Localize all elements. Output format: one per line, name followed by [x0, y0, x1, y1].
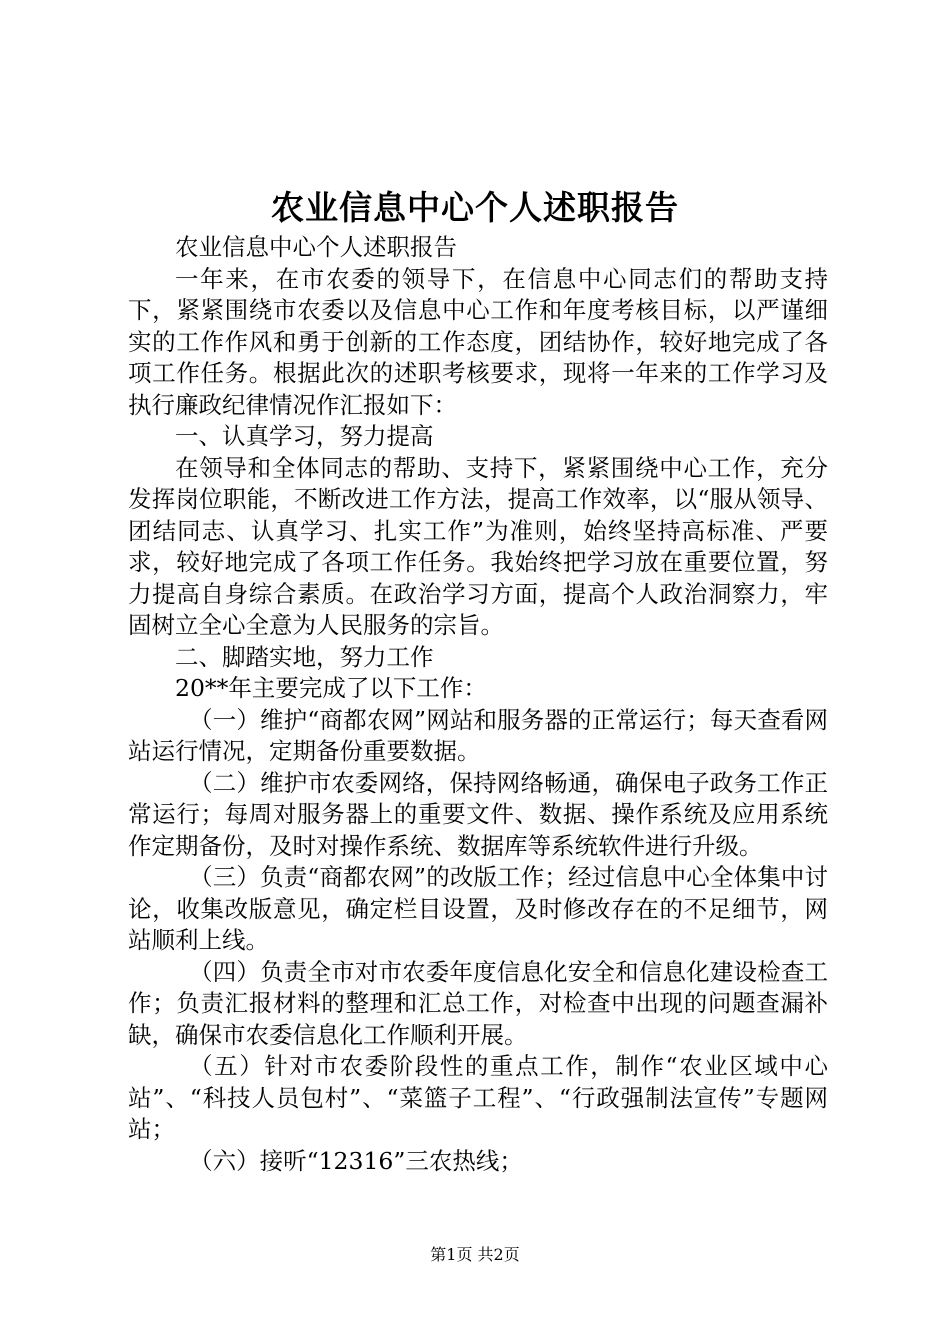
section-heading-2: 二、脚踏实地，努力工作: [175, 642, 434, 671]
work-item-6: （六）接听“12316”三农热线；: [189, 1146, 523, 1175]
work-summary-paragraph: 20**年主要完成了以下工作：: [175, 674, 487, 702]
intro-paragraph: 一年来，在市农委的领导下，在信息中心同志们的帮助支持下，紧紧围绕市农委以及信息中心工作和年度考核目标，以严谨细实的工作作风和勇于创新的工作态度，团结协作，较好地完成了各项工作任务。根据此次的述职考核要求，现将一年来的工作学习及执行廉政纪律情况作汇报如下：: [128, 264, 828, 419]
work-item-3: （三）负责“商都农网”的改版工作；经过信息中心全体集中讨论，收集改版意见，确定栏目设置，及时修改存在的不足细节，网站顺利上线。: [128, 863, 828, 954]
document-title: 农业信息中心个人述职报告: [271, 188, 679, 227]
page-footer: 第1页 共2页: [430, 1245, 520, 1264]
document-body: [128, 232, 828, 1177]
work-item-5: （五）针对市农委阶段性的重点工作，制作“农业区域中心站”、“科技人员包村”、“菜篮子工程”、“行政强制法宣传”专题网站；: [128, 1052, 828, 1143]
subtitle-paragraph: 农业信息中心个人述职报告: [175, 233, 457, 261]
section-1-paragraph: 在领导和全体同志的帮助、支持下，紧紧围绕中心工作，充分发挥岗位职能，不断改进工作方法，提高工作效率，以“服从领导、团结同志、认真学习、扎实工作”为准则，始终坚持高标准、严要求，较好地完成了各项工作任务。我始终把学习放在重要位置，努力提高自身综合素质。在政治学习方面，提高个人政治洞察力，牢固树立全心全意为人民服务的宗旨。: [128, 453, 828, 639]
work-item-4: （四）负责全市对市农委年度信息化安全和信息化建设检查工作；负责汇报材料的整理和汇总工作，对检查中出现的问题查漏补缺，确保市农委信息化工作顺利开展。: [128, 957, 828, 1049]
section-heading-1: 一、认真学习，努力提高: [175, 422, 434, 450]
work-item-2: （二）维护市农委网络，保持网络畅通，确保电子政务工作正常运行；每周对服务器上的重要文件、数据、操作系统及应用系统作定期备份，及时对操作系统、数据库等系统软件进行升级。: [128, 768, 828, 860]
work-item-1: （一）维护“商都农网”网站和服务器的正常运行；每天查看网站运行情况，定期备份重要数据。: [128, 705, 828, 765]
